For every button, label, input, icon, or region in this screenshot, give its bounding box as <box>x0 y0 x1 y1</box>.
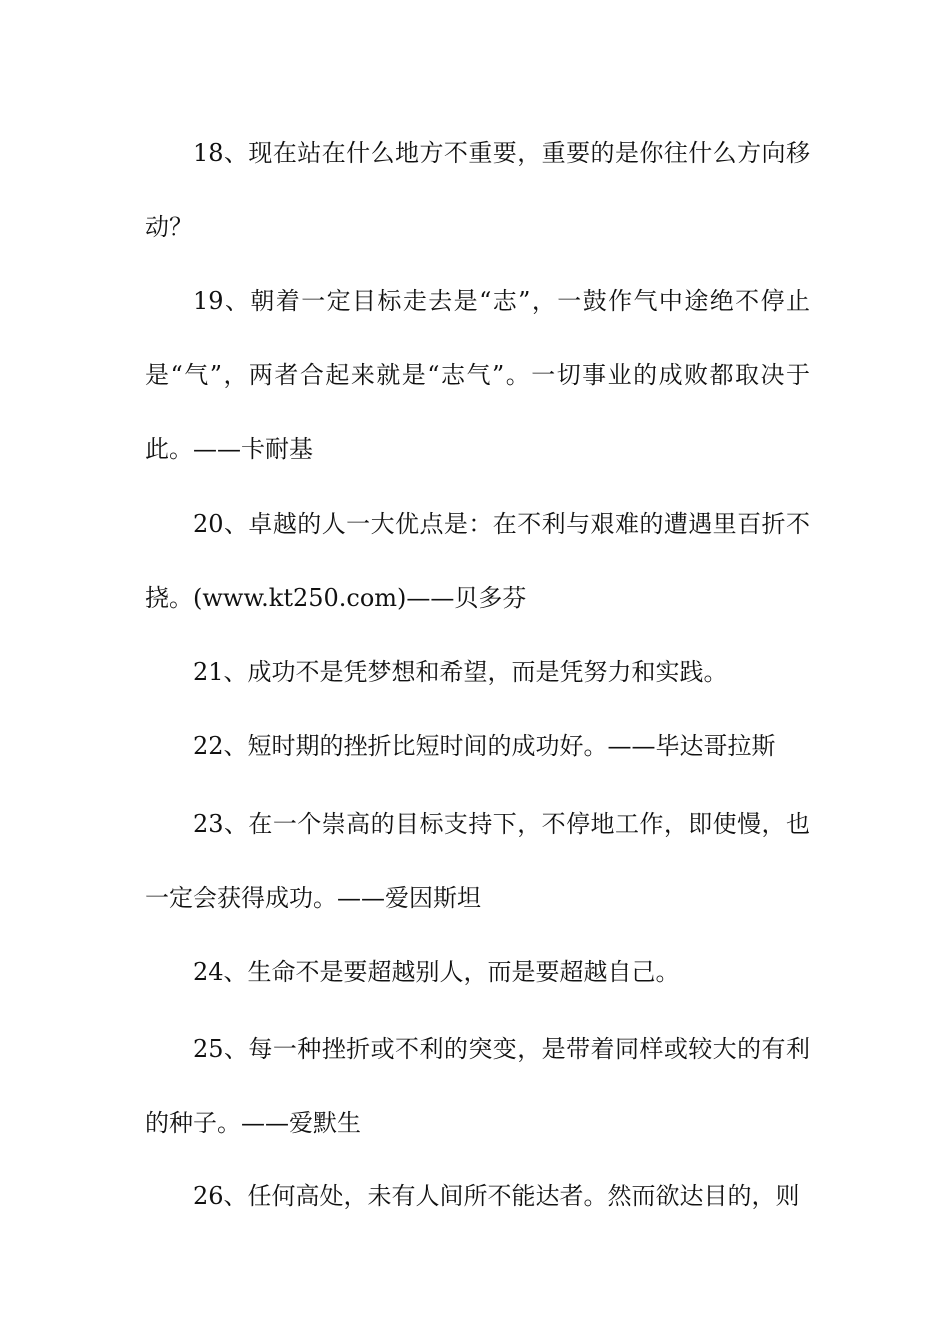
paragraph-26: 26、任何高处，未有人间所不能达者。然而欲达目的，则 <box>193 1182 800 1210</box>
paragraph-24: 24、生命不是要超越别人，而是要超越自己。 <box>193 958 680 986</box>
paragraph-19: 19、朝着一定目标走去是“志”，一鼓作气中途绝不停止是“气”，两者合起来就是“志气”。一切事业的成败都取决于此。——卡耐基 <box>145 287 810 463</box>
paragraph-22: 22、短时期的挫折比短时间的成功好。——毕达哥拉斯 <box>193 732 776 760</box>
paragraph-21: 21、成功不是凭梦想和希望，而是凭努力和实践。 <box>193 658 728 686</box>
paragraph-20: 20、卓越的人一大优点是：在不利与艰难的遭遇里百折不挠。(www.kt250.com)——贝多芬 <box>145 510 810 612</box>
paragraph-18: 18、现在站在什么地方不重要，重要的是你往什么方向移动？ <box>145 139 810 241</box>
paragraph-25: 25、每一种挫折或不利的突变，是带着同样或较大的有利的种子。——爱默生 <box>145 1035 810 1137</box>
paragraph-23: 23、在一个崇高的目标支持下，不停地工作，即使慢，也一定会获得成功。——爱因斯坦 <box>145 810 810 912</box>
